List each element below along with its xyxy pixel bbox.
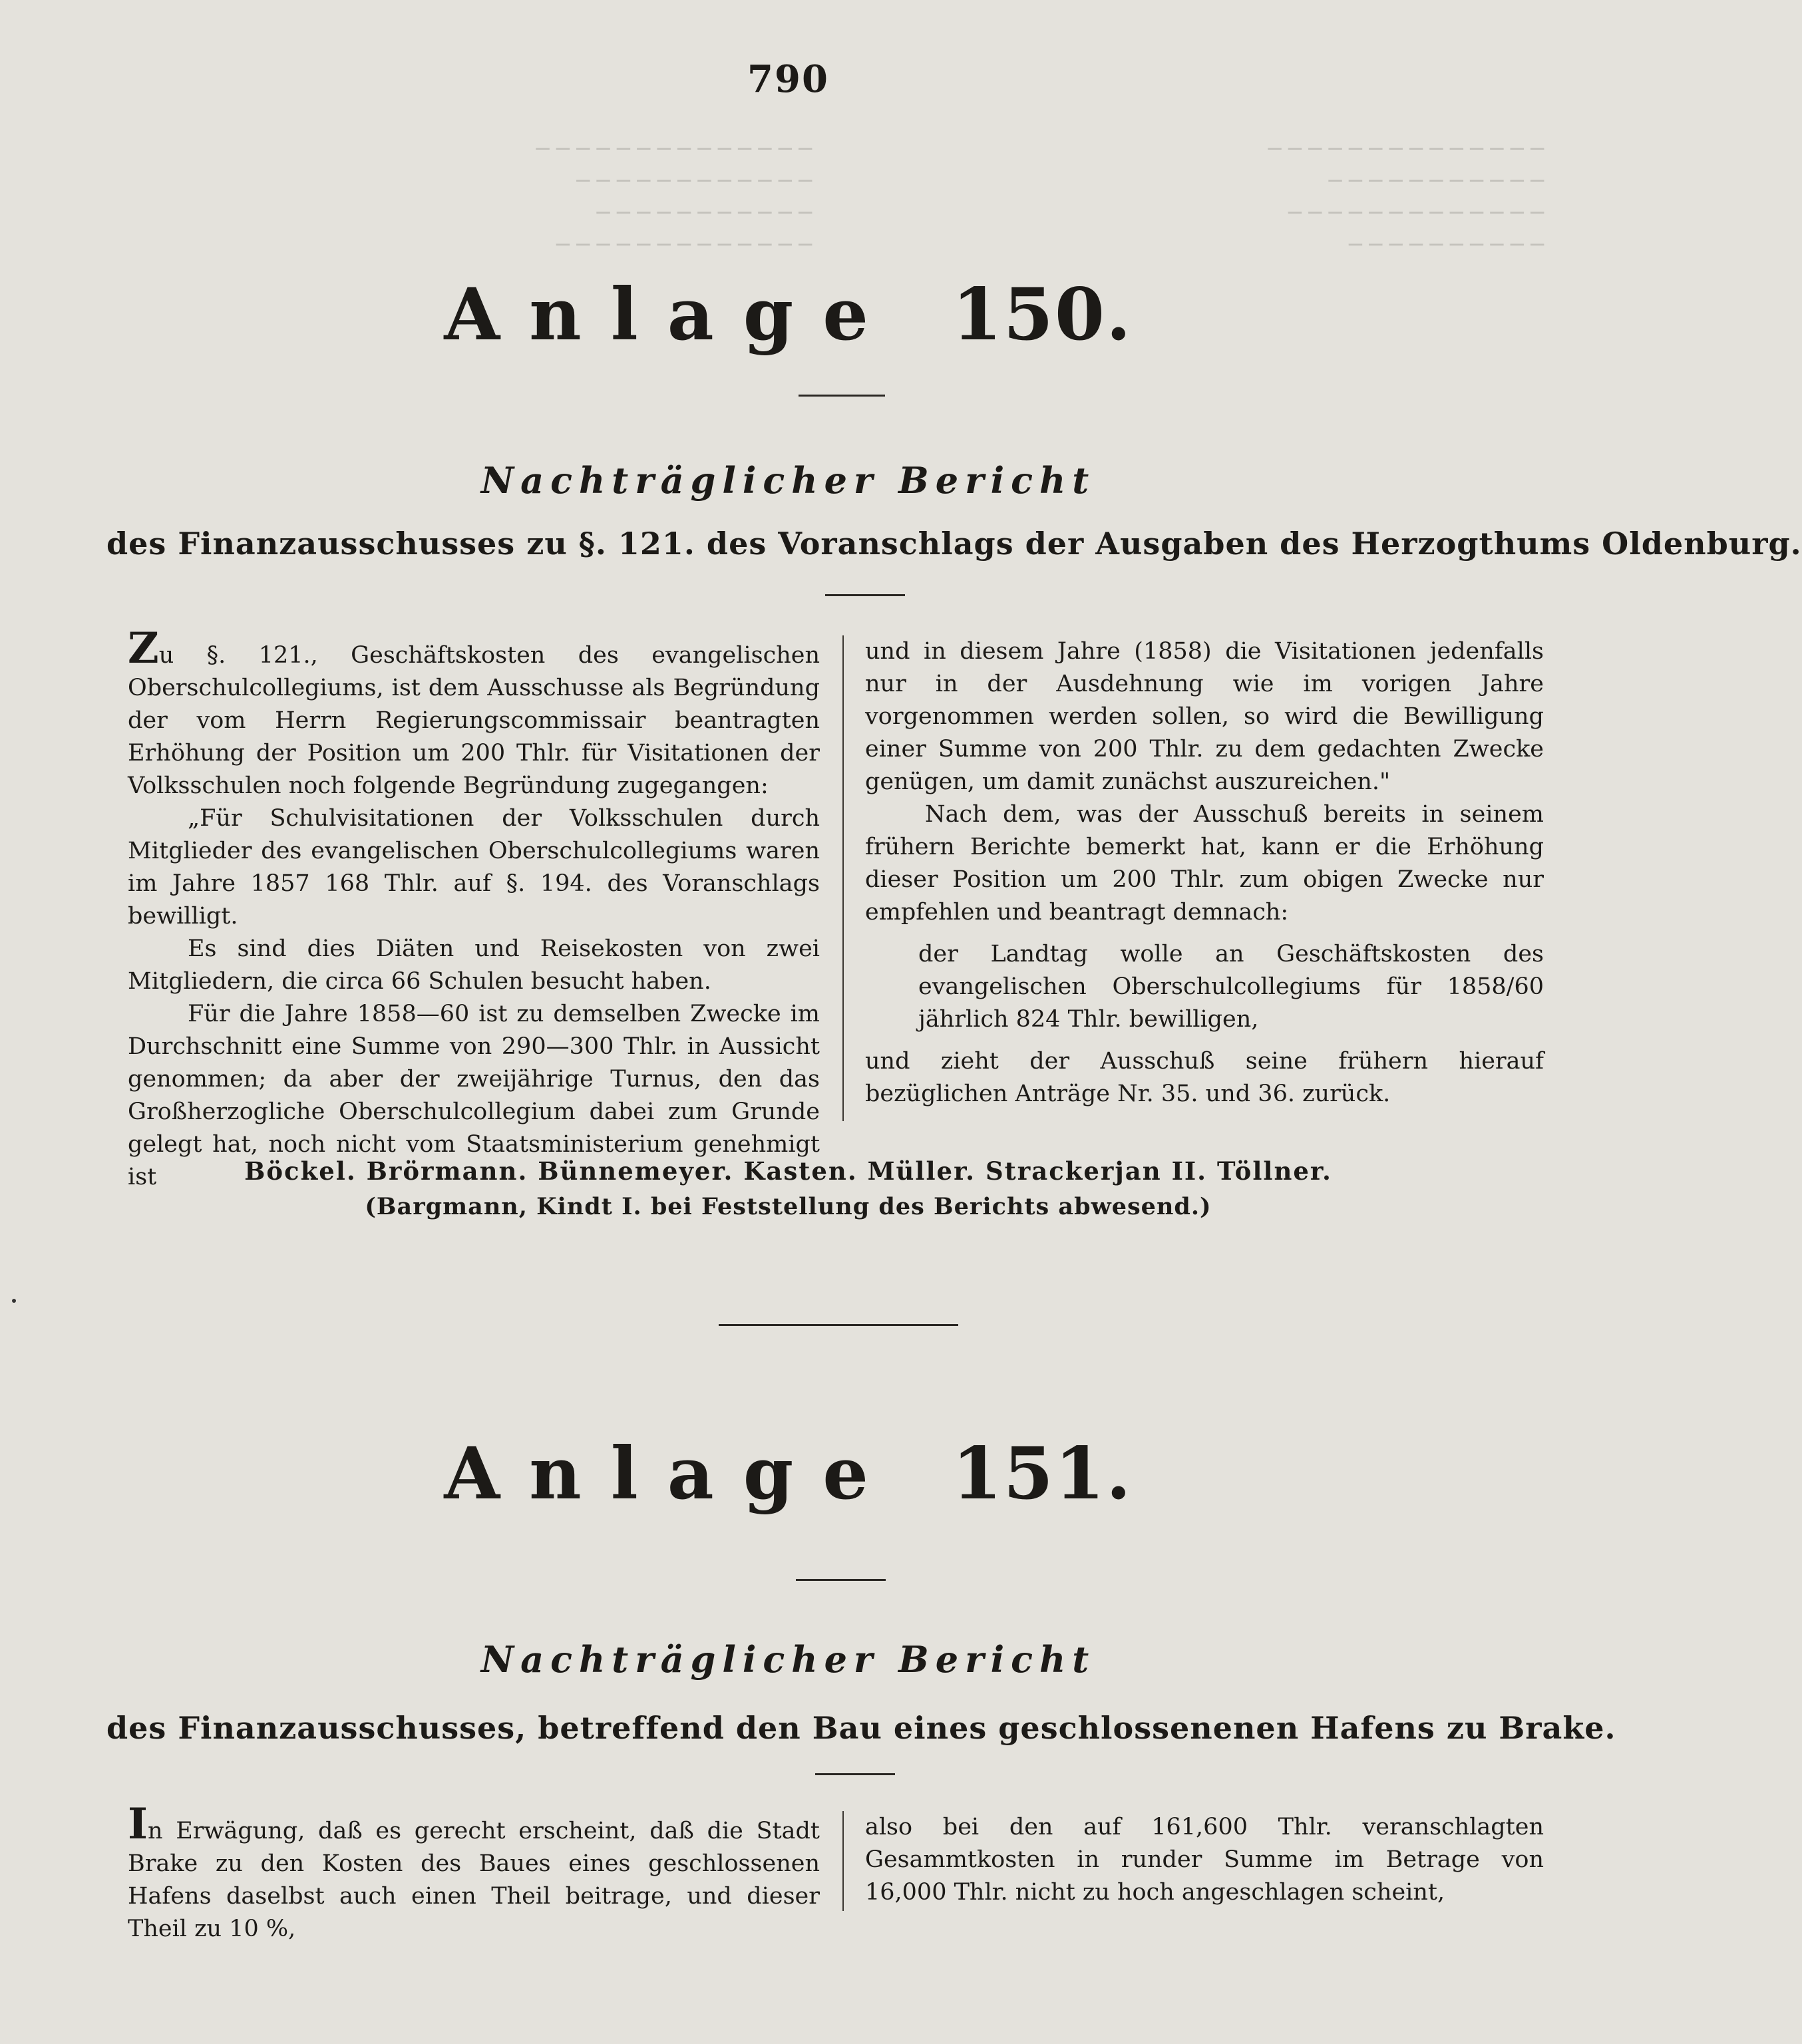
anlage-151-left-column (128, 1799, 820, 1946)
section-separator-rule (719, 1324, 958, 1326)
anlage-150-rule (799, 395, 885, 397)
anlage-150-left-p2: „Für Schulvisitationen der Volksschulen durch Mitglieder des evangelischen Oberschulcollegiums waren im Jahre 1857 168 Thlr. auf §. 194. des Voranschlags bewilligt. (128, 805, 820, 930)
anlage-150-right-p4: und zieht der Ausschuß seine frühern hierauf bezüglichen Anträge Nr. 35. und 36. zurück. (865, 1048, 1544, 1107)
anlage-150-left-column (128, 623, 820, 1194)
page-number: 790 (747, 57, 829, 101)
anlage-151-subtitle: Nachträglicher Bericht (480, 1638, 1096, 1681)
anlage-150-number: 150. (952, 273, 1133, 357)
anlage-150-right-p3: der Landtag wolle an Geschäftskosten des evangelischen Oberschulcollegiums für 1858/60 jährlich 824 Thlr. bewilligen, (918, 941, 1544, 1033)
anlage-151-right-column (865, 1811, 1544, 1909)
anlage-150-right-p1: und in diesem Jahre (1858) die Visitationen jedenfalls nur in der Ausdehnung wie im vorigen Jahre vorgenommen werden sollen, so wird die Bewilligung einer Summe von 200 Thlr. zu dem gedachten Zwecke genügen, um damit zunächst auszureichen." (865, 638, 1544, 795)
anlage-150-title (0, 273, 1576, 357)
anlage-151-right-p1: also bei den auf 161,600 Thlr. veranschlagten Gesammtkosten in runder Summe im Betrage von 16,000 Thlr. nicht zu hoch angeschlagen scheint, (865, 1814, 1544, 1906)
anlage-150-subtitle: Nachträglicher Bericht (480, 459, 1096, 502)
anlage-151-column-divider (842, 1811, 844, 1911)
anlage-150-word: Anlage (444, 273, 898, 357)
anlage-150-heading-rule (825, 594, 905, 596)
anlage-150-left-p4: Für die Jahre 1858—60 ist zu demselben Zwecke im Durchschnitt eine Summe von 290—300 Thlr. in Aussicht genommen; da aber der zweijährige Turnus, den das Großherzogliche Oberschulcollegium dabei zum Grunde gelegt hat, noch nicht vom Staatsministerium genehmigt ist (128, 1001, 820, 1190)
anlage-151-dropcap: I (128, 1799, 148, 1849)
anlage-150-dropcap: Z (128, 623, 159, 673)
anlage-150-right-column (865, 635, 1544, 1110)
anlage-150-right-p2: Nach dem, was der Ausschuß bereits in seinem frühern Berichte bemerkt hat, kann er die Erhöhung dieser Position um 200 Thlr. zum obigen Zwecke nur empfehlen und beantragt demnach: (865, 801, 1544, 926)
bleed-through-left: ─ ─ ─ ─ ─ ─ ─ ─ ─ ─ ─ ─ ─ ─ ─ ─ ─ ─ ─ ─ ─ ─ ─ ─ ─ ─ ─ ─ ─ ─ ─ ─ ─ ─ ─ ─ ─ ─ ─ ─ ─ ─ ─ ─ ─ ─ ─ ─ ─ ─ (536, 136, 812, 257)
anlage-150-signers: Böckel. Brörmann. Bünnemeyer. Kasten. Müller. Strackerjan II. Töllner. (244, 1156, 1332, 1186)
anlage-150-heading: des Finanzausschusses zu §. 121. des Voranschlags der Ausgaben des Herzogthums Oldenburg. (106, 526, 1802, 562)
anlage-150-left-p3: Es sind dies Diäten und Reisekosten von zwei Mitgliedern, die circa 66 Schulen besucht haben. (128, 936, 820, 995)
anlage-151-heading: des Finanzausschusses, betreffend den Bau eines geschlossenenen Hafens zu Brake. (106, 1710, 1616, 1746)
bleed-through-right: ─ ─ ─ ─ ─ ─ ─ ─ ─ ─ ─ ─ ─ ─ ─ ─ ─ ─ ─ ─ ─ ─ ─ ─ ─ ─ ─ ─ ─ ─ ─ ─ ─ ─ ─ ─ ─ ─ ─ ─ ─ ─ ─ ─ ─ ─ ─ ─ (1268, 136, 1544, 257)
anlage-150-absent-note: (Bargmann, Kindt I. bei Feststellung des Berichts abwesend.) (365, 1193, 1212, 1220)
anlage-150-column-divider (842, 635, 844, 1121)
anlage-151-title (0, 1432, 1576, 1516)
anlage-151-number: 151. (952, 1432, 1133, 1516)
anlage-151-left-p1: n Erwägung, daß es gerecht erscheint, daß die Stadt Brake zu den Kosten des Baues eines geschlossenen Hafens daselbst auch einen Theil beitrage, und dieser Theil zu 10 %, (128, 1818, 820, 1942)
ink-speck (12, 1299, 16, 1303)
anlage-151-word: Anlage (444, 1432, 898, 1516)
anlage-151-rule (796, 1579, 886, 1581)
anlage-150-left-p1: u §. 121., Geschäftskosten des evangelischen Oberschulcollegiums, ist dem Ausschusse als Begründung der vom Herrn Regierungscommissair beantragten Erhöhung der Position um 200 Thlr. für Visitationen der Volksschulen noch folgende Begründung zugegangen: (128, 642, 820, 799)
anlage-151-heading-rule (815, 1773, 895, 1775)
